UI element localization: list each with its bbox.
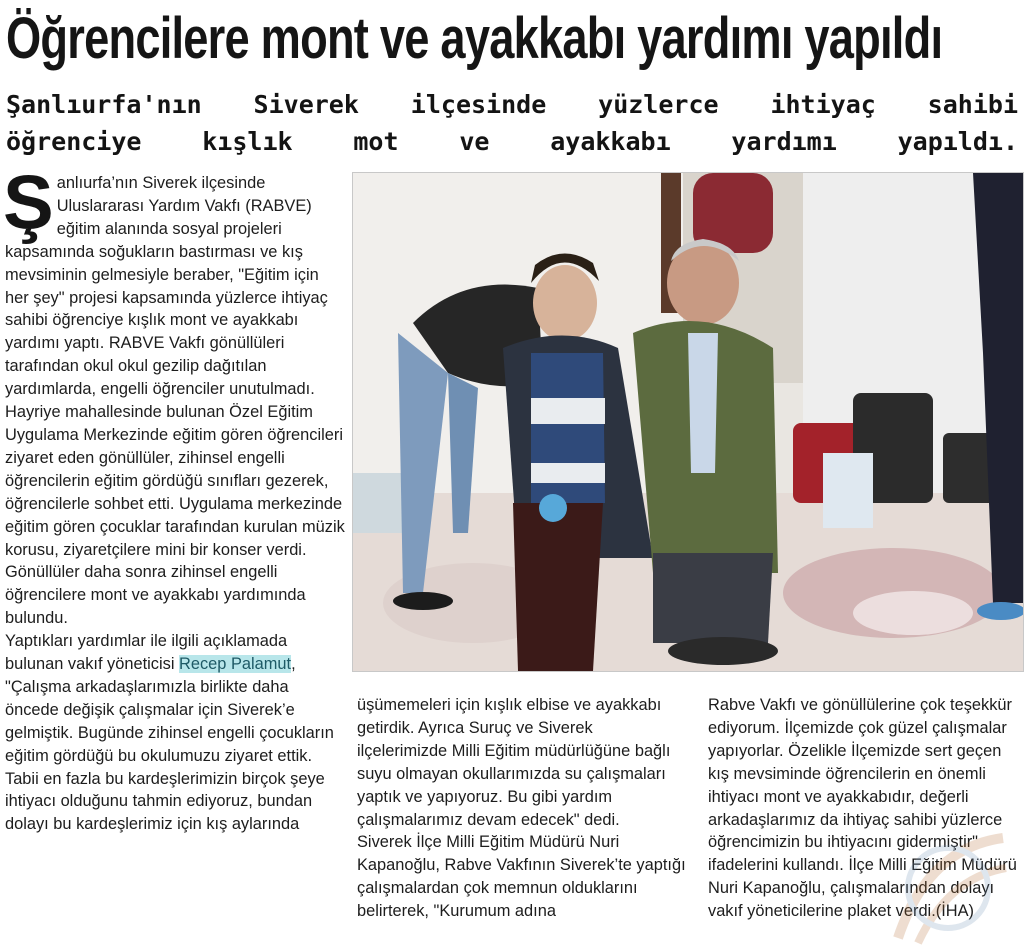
paragraph-text: Yaptıkları yardımlar ile ilgili açıklamada bulunan vakıf yöneticisi bbox=[5, 632, 288, 674]
article-paragraph bbox=[3, 160, 345, 630]
watermark-swirl-icon bbox=[888, 828, 1008, 948]
subheadline-line: Şanlıurfa'nın Siverek ilçesinde yüzlerce ihtiyaç sahibi bbox=[6, 90, 1018, 119]
paragraph-text: , "Çalışma arkadaşlarımızla birlikte daha öncede değişik çalışmalar için Siverek’e gelmiştik. Bugünde zihinsel engelli çocukların eğitim gördüğü bu okulumuzu ziyaret ettik. Tabii en fazla bu kardeşlerimizin birçok şeye ihtiyacı olduğunu tahmin ediyoruz, bundan dolayı bu kardeşlerimiz için kış aylarında bbox=[5, 655, 334, 834]
photo-icon bbox=[353, 173, 1023, 671]
drop-cap: Ş bbox=[3, 160, 54, 245]
article-paragraph bbox=[5, 630, 345, 836]
subheadline bbox=[6, 86, 1018, 160]
news-photo bbox=[352, 172, 1024, 672]
headline: Öğrencilere mont ve ayakkabı yardımı yapıldı bbox=[6, 6, 943, 71]
article-paragraph: Rabve Vakfı ve gönüllülerine çok teşekkür ediyorum. İlçemizde çok güzel çalışmalar yapıyorlar. Özelikle İlçemizde sert geçen kış mevsiminde öğrencilerin en önemli ihtiyacı mont ve ayakkabıdır, değerli arkadaşlarımız da ihtiyaç sahibi yüzlerce öğrencimizin bu ihtiyacını gidermiştir" ifadelerini kullandı. İlçe Milli Eğitim Müdürü Nuri Kapanoğlu, çalışmalarından dolayı vakıf yöneticilerine plaket verdi.(İHA) bbox=[708, 696, 1017, 921]
article-column-2 bbox=[357, 694, 687, 923]
article-paragraph: Siverek İlçe Milli Eğitim Müdürü Nuri Kapanoğlu, Rabve Vakfının Siverek’te yaptığı çalışmalardan çok memnun olduklarını belirterek, "Kurumum adına bbox=[357, 833, 686, 921]
article-paragraph: üşümemeleri için kışlık elbise ve ayakkabı getirdik. Ayrıca Suruç ve Siverek ilçelerimizde Milli Eğitim müdürlüğüne bağlı suyu olmayan okullarımızda su çalışmaları yaptık ve yapıyoruz. Bu gibi yardım çalışmalarımız devam edecek" dedi. bbox=[357, 696, 671, 829]
paragraph-text: anlıurfa’nın Siverek ilçesinde Uluslararası Yardım Vakfı (RABVE) eğitim alanında sosyal projeleri kapsamında soğukların bastırması ve kış mevsiminin gelmesiyle beraber, "Eğitim için her şey" projesi kapsamında yüzlerce ihtiyaç sahibi öğrenciye kışlık mont ve ayakkabı yardımı yaptı. RABVE Vakfı gönüllüleri tarafından okul okul gezilip dağıtılan yardımlarda, engelli öğrenciler unutulmadı. Hayriye mahallesinde bulunan Özel Eğitim Uygulama Merkezinde eğitim gören öğrencileri ziyaret eden gönüllüler, zihinsel engelli öğrencilerin eğitim gördüğü sınıfları gezerek, öğrencilerle sohbet etti. Uygulama merkezinde eğitim gören çocuklar tarafından kurulan müzik korusu, ziyaretçilere mini bir konser verdi. Gönüllüler daha sonra zihinsel engelli öğrencilere mont ve ayakkabı yardımında bulundu. bbox=[5, 174, 345, 628]
article-column-1 bbox=[3, 160, 345, 836]
subheadline-line: öğrenciye kışlık mot ve ayakkabı yardımı yapıldı. bbox=[6, 127, 1018, 156]
highlighted-name-link[interactable]: Recep Palamut bbox=[179, 655, 292, 674]
